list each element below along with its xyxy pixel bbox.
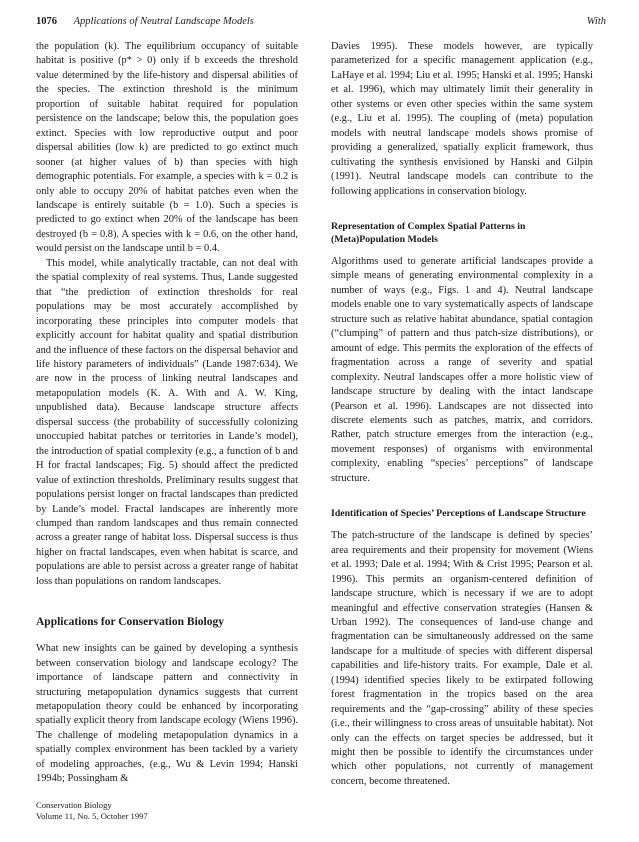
running-title: Applications of Neutral Landscape Models	[73, 16, 254, 27]
paragraph-spatial-complexity: This model, while analytically tractable, can not deal with the spatial complexity of real systems. Thus, Lande suggested that “the prediction of extinction thresholds for real populations may be most accurately accomplished by incorporating these principles into computer models that explicitly account for habitat quality and spatial distribution and the influence of these factors on the dispersal behavior and life history parameters of individuals” (Lande 1987:634). We are now in the process of linking neutral landscapes and metapopulation models (K. A. With and A. W. King, unpublished data). Because landscape structure affects dispersal success (the probability of successfully colonizing unoccupied habitat patches or territories in Lande’s model), the introduction of spatial complexity (e.g., a function of b and H for fractal landscapes; Fig. 5) should affect the predicted value of extinction thresholds. Preliminary results suggest that populations persist longer on fractal landscapes than predicted by Lande’s model. Fractal landscapes are inherently more clumped than random landscapes and thus remain connected across a greater range of habitat loss. Dispersal success is thus higher on fractal landscapes, even when habitat is scarce, and populations are able to persist across a greater range of habitat loss than populations on random landscapes.	[36, 257, 298, 587]
paragraph-synthesis: What new insights can be gained by developing a synthesis between conservation biology and landscape ecology? The importance of landscape pattern and connectivity in structuring metapopulation dynamics suggests that current metapopulation theory could be enhanced by incorporating spatially explicit theory from landscape ecology (Wiens 1996). The challenge of modeling metapopulation dynamics in a spatially complex environment has been tackled by a variety of modeling approaches, (e.g., Wu & Levin 1994; Hanski 1994b; Possingham &	[36, 643, 298, 785]
subsection-heading-representation: Representation of Complex Spatial Patterns in (Meta)Population Models	[331, 220, 526, 245]
footer-volume: Volume 11, No. 5, October 1997	[36, 811, 148, 821]
footer-journal: Conservation Biology	[36, 800, 112, 810]
paragraph-patch-structure: The patch-structure of the landscape is defined by species’ area requirements and their propensity for movement (Wiens et al. 1993; Dale et al. 1994; With & Crist 1995; Pearson et al. 1996). This permits an organism-centered definition of landscape structure, which is necessary if we are to adopt meaningful and effective conservation strategies (Hansen & Urban 1992). The consequences of land-use change and fragmentation can be simultaneously addressed on the same landscape for a multitude of species with different dispersal capabilities and life-history traits. For example, Dale et al. (1994) identified species likely to be extirpated following forest fragmentation in the tropics based on the area requirements and the “gap-crossing” ability of these species (i.e., their willingness to cross areas of unsuitable habitat). Not only can the effects on target species be addressed, but it might then be possible to identify the circumstances under which other populations, not currently of management concern, become threatened.	[331, 530, 593, 787]
section-heading-applications: Applications for Conservation Biology	[36, 616, 224, 629]
right-column	[331, 40, 593, 789]
running-header	[36, 15, 606, 29]
running-author: With	[586, 16, 606, 27]
paragraph-continuation: Davies 1995). These models however, are typically parameterized for a specific management application (e.g., LaHaye et al. 1994; Liu et al. 1995; Hanski et al. 1995; Hanski et al. 1996), which may ultimately limit their generality in other systems or even other species within the same system (e.g., Liu et al. 1995). The coupling of (meta) population models with neutral landscape models shows promise of providing a generalized, spatially explicit framework, thus cultivating the synthesis envisioned by Hanski and Gilpin (1991). Neutral landscape models can contribute to the following applications in conservation biology.	[331, 41, 593, 197]
subsection-heading-perceptions: Identification of Species’ Perceptions of Landscape Structure	[331, 508, 586, 520]
left-column	[36, 40, 298, 787]
page-number: 1076	[36, 16, 57, 27]
page-footer	[36, 800, 148, 822]
paragraph-extinction-threshold: the population (k). The equilibrium occupancy of suitable habitat is positive (p* > 0) only if b exceeds the threshold value determined by the life-history and dispersal abilities of the species. The extinction threshold is the minimum proportion of suitable habitat required for population persistence on the landscape; below this, the population goes extinct. Species with low reproductive output and poor dispersal abilities (low k) are predicted to go extinct much sooner (at higher values of b) than species with high demographic potentials. For example, a species with k = 0.2 is only able to occupy 20% of habitat patches even when the landscape is entirely suitable (b = 1.0). Such a species is predicted to go extinct when 20% of the landscape has been destroyed (b = 0.8). A species with k = 0.6, on the other hand, would persist on the landscape until b = 0.4.	[36, 41, 298, 255]
paragraph-algorithms: Algorithms used to generate artificial landscapes provide a simple means of generating environmental complexity in a number of ways (e.g., Figs. 1 and 4). Neutral landscape models enable one to vary systematically aspects of landscape structure such as relative habitat abundance, spatial contagion (“clumping” of pattern and thus patch-size distributions), or amount of edge. This permits the exploration of the effects of fragmentation across a range of severity and spatial complexity. Neutral landscapes offer a more holistic view of landscape structure by dealing with the intact landscape (Pearson et al. 1996). Landscapes are not dissected into discrete elements such as patches, matrix, and corridors. Rather, patch structure emerges from the interaction (e.g., movement responses) of organisms with environmental complexity, enabling “species’ perceptions” of landscape structure.	[331, 255, 593, 484]
